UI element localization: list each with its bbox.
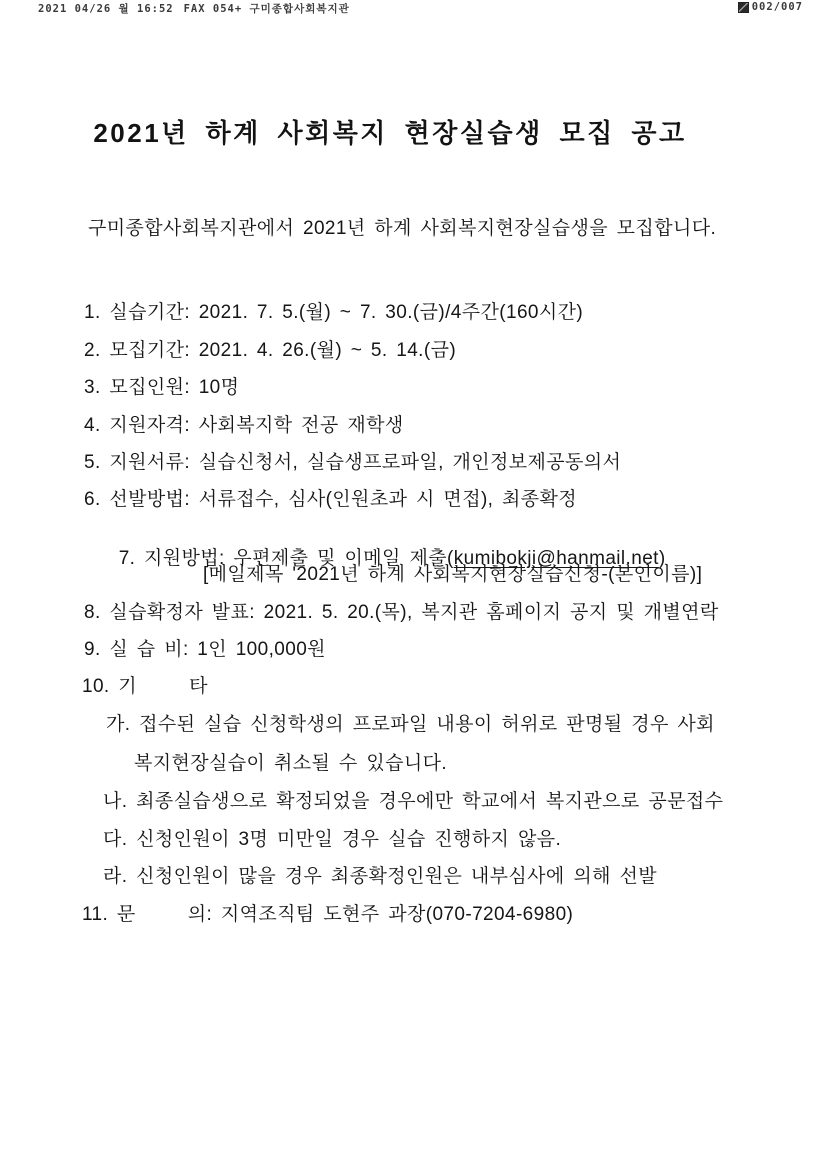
- email-address: kumibokji@hanmail.net: [453, 548, 659, 569]
- list-item-10-etc: 10. 기 타: [82, 676, 208, 697]
- list-item-4-qualification: 4. 지원자격: 사회복지학 전공 재학생: [84, 415, 404, 436]
- item-7-closing-paren: ): [658, 548, 666, 569]
- list-item-3-headcount: 3. 모집인원: 10명: [84, 377, 240, 398]
- fax-sender: FAX 054+ 구미종합사회복지관: [183, 3, 350, 15]
- fax-timestamp: 2021 04/26 월 16:52: [38, 3, 174, 15]
- list-item-11-contact: 11. 문 의: 지역조직팀 도현주 과장(070-7204-6980): [82, 904, 574, 925]
- sub-item-ga-line1: 가. 접수된 실습 신청학생의 프로파일 내용이 허위로 판명될 경우 사회: [106, 714, 715, 735]
- list-item-5-documents: 5. 지원서류: 실습신청서, 실습생프로파일, 개인정보제공동의서: [84, 452, 622, 473]
- page-title: 2021년 하계 사회복지 현장실습생 모집 공고: [93, 118, 687, 148]
- list-item-9-fee: 9. 실 습 비: 1인 100,000원: [84, 639, 326, 660]
- list-item-2-recruit-period: 2. 모집기간: 2021. 4. 26.(월) ~ 5. 14.(금): [84, 340, 457, 361]
- list-item-6-selection-method: 6. 선발방법: 서류접수, 심사(인원초과 시 면접), 최종확정: [84, 489, 578, 510]
- fax-transmission-header: [38, 1, 803, 16]
- sub-item-na: 나. 최종실습생으로 확정되었을 경우에만 학교에서 복지관으로 공문접수: [103, 791, 724, 812]
- sub-item-ra: 라. 신청인원이 많을 경우 최종확정인원은 내부심사에 의해 선발: [103, 866, 658, 887]
- intro-text: 구미종합사회복지관에서 2021년 하계 사회복지현장실습생을 모집합니다.: [88, 218, 717, 239]
- fax-page-indicator: 002/007: [751, 1, 803, 13]
- item-7-text: 7. 지원방법: 우편제출 및 이메일 제출(: [118, 548, 454, 569]
- fax-page-icon: [738, 2, 749, 13]
- sub-item-da: 다. 신청인원이 3명 미만일 경우 실습 진행하지 않음.: [103, 829, 562, 850]
- sub-item-ga-line2: 복지현장실습이 취소될 수 있습니다.: [134, 753, 448, 774]
- mail-subject-note: [메일제목 '2021년 하계 사회복지현장실습신청-(본인이름)]: [203, 564, 703, 585]
- list-item-8-announcement: 8. 실습확정자 발표: 2021. 5. 20.(목), 복지관 홈페이지 공지 및 개별연락: [84, 602, 719, 623]
- list-item-1-practice-period: 1. 실습기간: 2021. 7. 5.(월) ~ 7. 30.(금)/4주간(160시간): [84, 302, 584, 323]
